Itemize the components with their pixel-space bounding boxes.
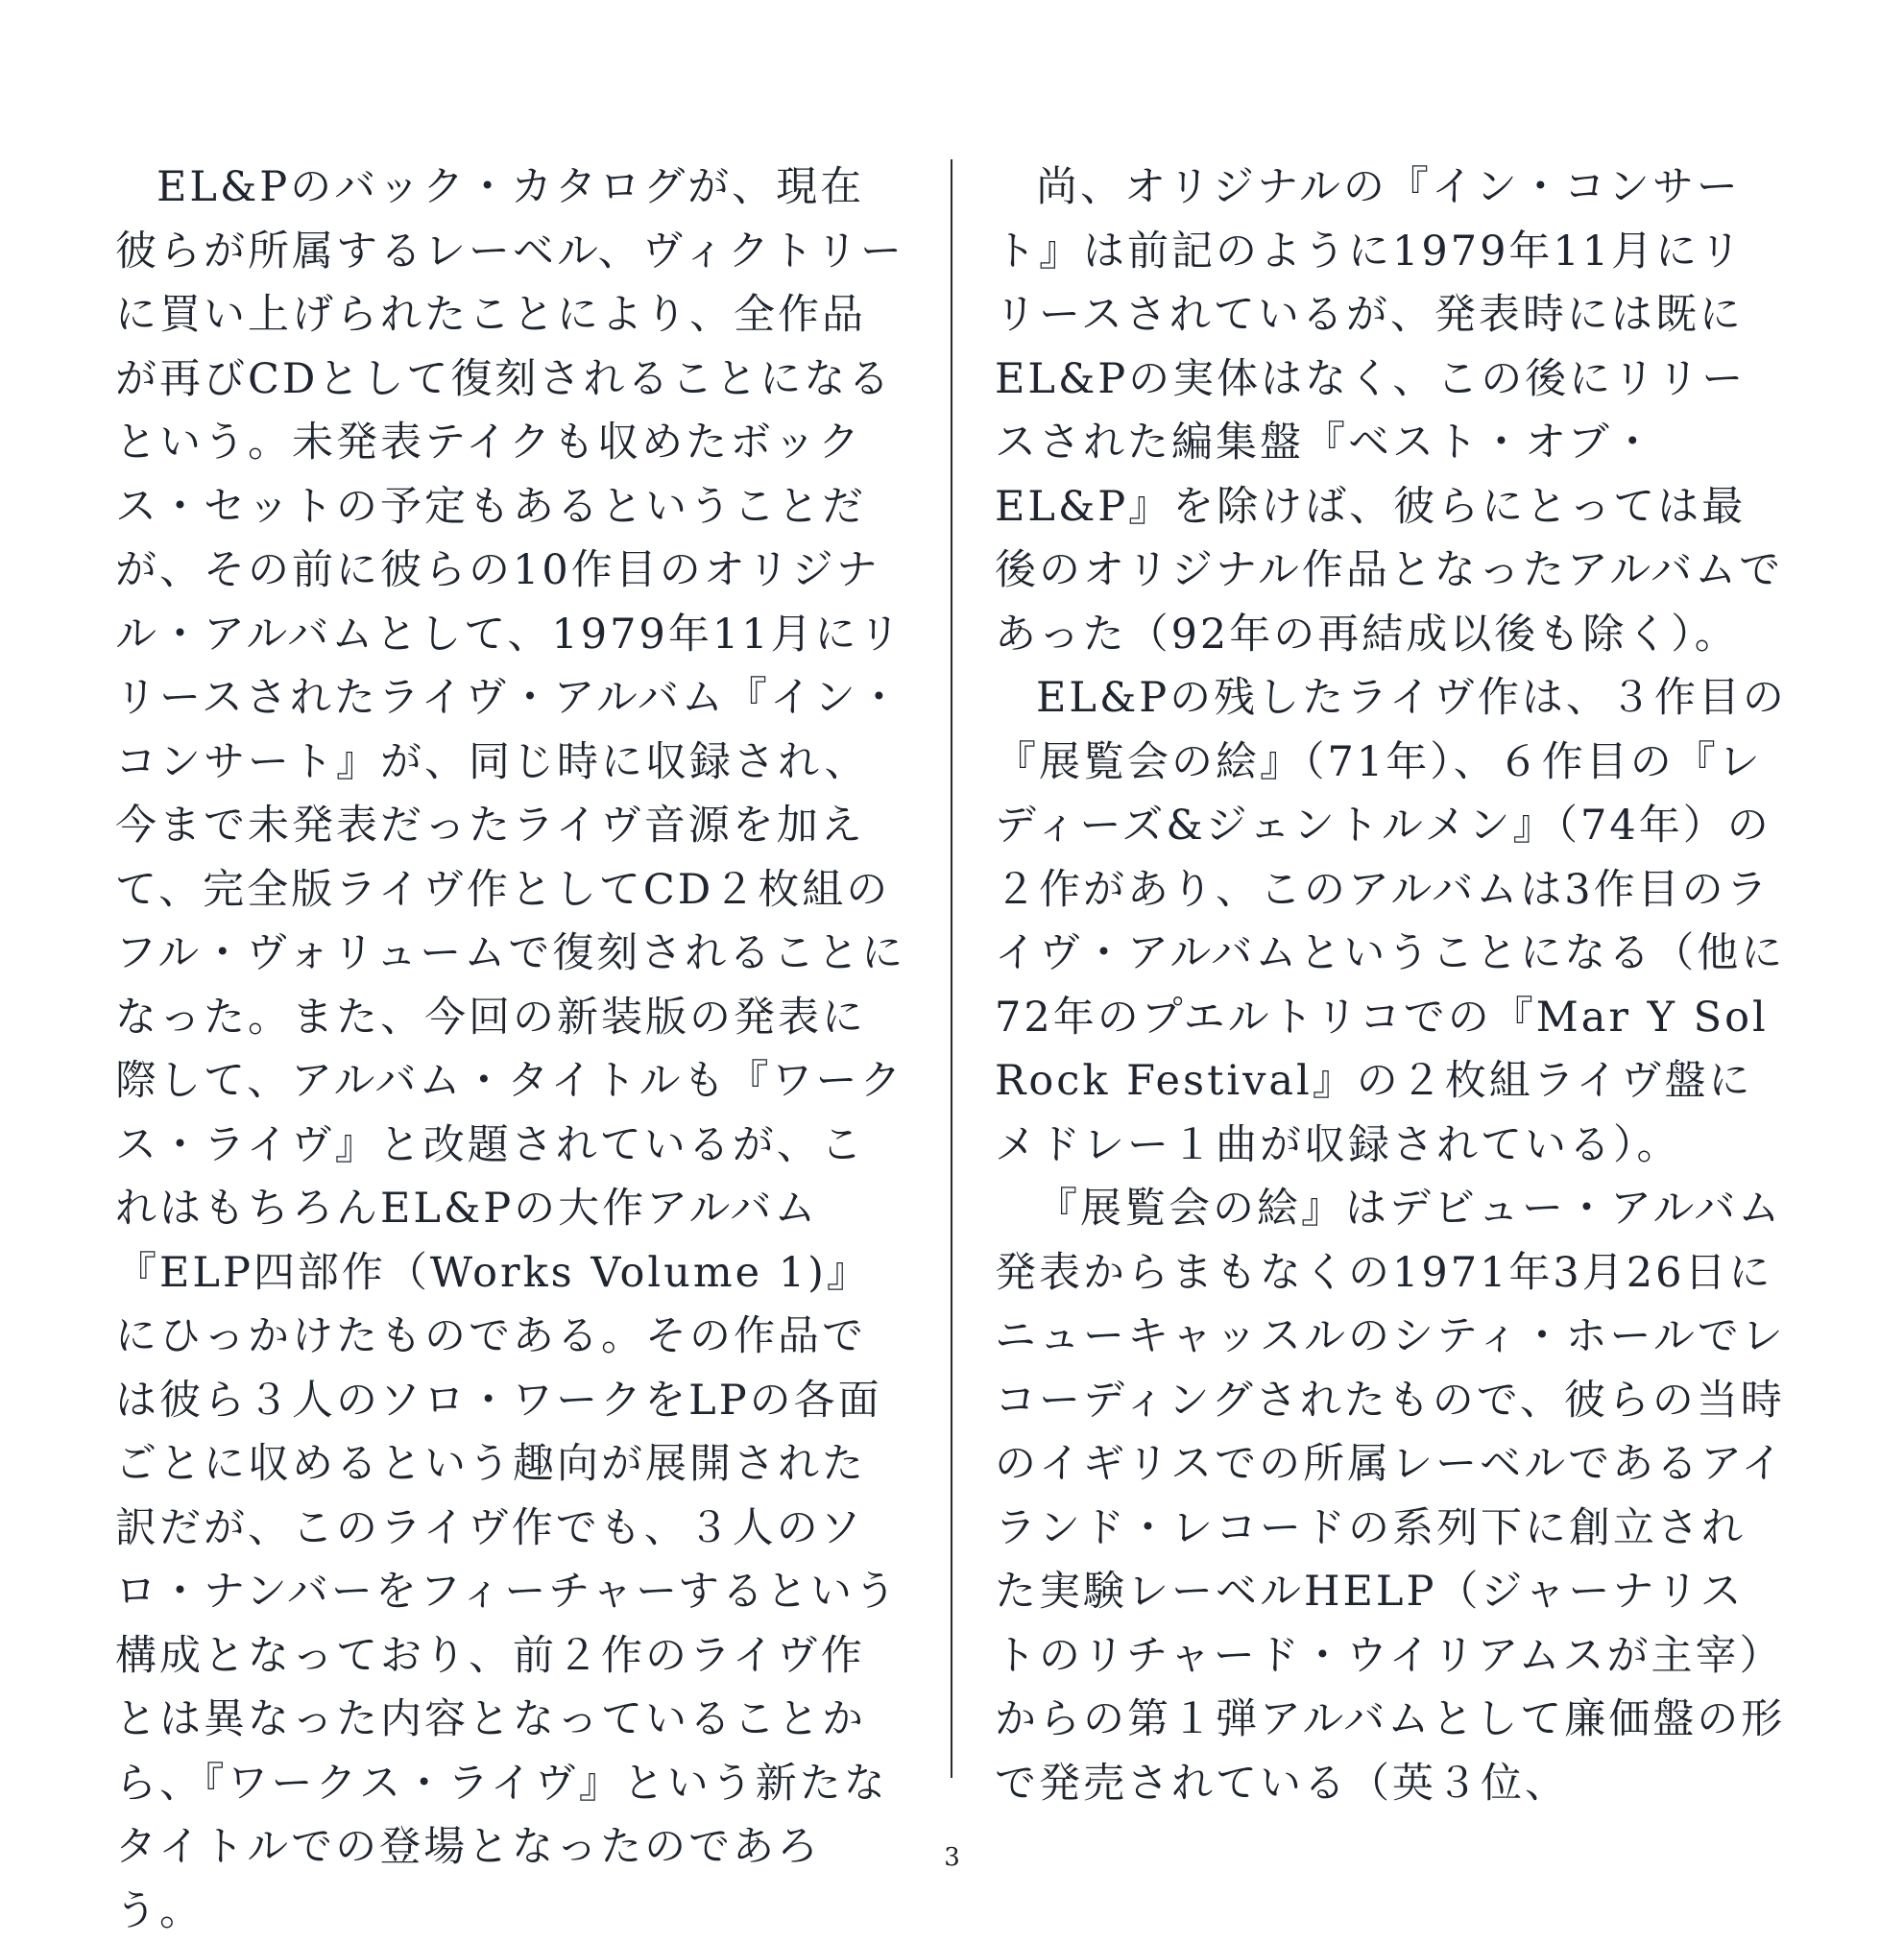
- paragraph: EL&Pのバック・カタログが、現在彼らが所属するレーベル、ヴィクトリーに買い上げられたことにより、全作品が再びCDとして復刻されることになるという。未発表テイクも収めたボックス・セットの予定もあるということだが、その前に彼らの10作目のオリジナル・アルバムとして、1979年11月にリリースされたライヴ・アルバム『イン・コンサート』が、同じ時に収録され、今まで未発表だったライヴ音源を加えて、完全版ライヴ作としてCD２枚組のフル・ヴォリュームで復刻されることになった。また、今回の新装版の発表に際して、アルバム・タイトルも『ワークス・ライヴ』と改題されているが、これはもちろんEL&Pの大作アルバム『ELP四部作（Works Volume 1)』にひっかけたものである。その作品では彼ら３人のソロ・ワークをLPの各面ごとに収めるという趣向が展開された訳だが、このライヴ作でも、３人のソロ・ナンバーをフィーチャーするという構成となっており、前２作のライヴ作とは異なった内容となっていることから、『ワークス・ライヴ』という新たなタイトルでの登場となったのであろう。: [115, 163, 906, 1935]
- left-text-column: [115, 156, 907, 1943]
- right-text-column: [995, 156, 1787, 1815]
- paragraph: EL&Pの残したライヴ作は、３作目の『展覧会の絵』（71年）、６作目の『レディーズ&ジェントルメン』（74年）の２作があり、このアルバムは3作目のライヴ・アルバムということになる（他に72年のプエルトリコでの『Mar Y Sol Rock Festival』の２枚組ライヴ盤にメドレー１曲が収録されている）。: [995, 674, 1787, 1169]
- paragraph: 『展覧会の絵』はデビュー・アルバム発表からまもなくの1971年3月26日にニューキャッスルのシティ・ホールでレコーディングされたもので、彼らの当時のイギリスでの所属レーベルであるアイランド・レコードの系列下に創立された実験レーベルHELP（ジャーナリストのリチャード・ウイリアムスが主宰）からの第１弾アルバムとして廉価盤の形で発売されている（英３位、: [995, 1185, 1786, 1808]
- page-number: 3: [944, 1843, 960, 1872]
- paragraph: 尚、オリジナルの『イン・コンサート』は前記のように1979年11月にリリースされているが、発表時には既にEL&Pの実体はなく、この後にリリースされた編集盤『ベスト・オブ・EL&P』を除けば、彼らにとっては最後のオリジナル作品となったアルバムであった（92年の再結成以後も除く）。: [995, 163, 1784, 659]
- column-divider: [951, 159, 952, 1778]
